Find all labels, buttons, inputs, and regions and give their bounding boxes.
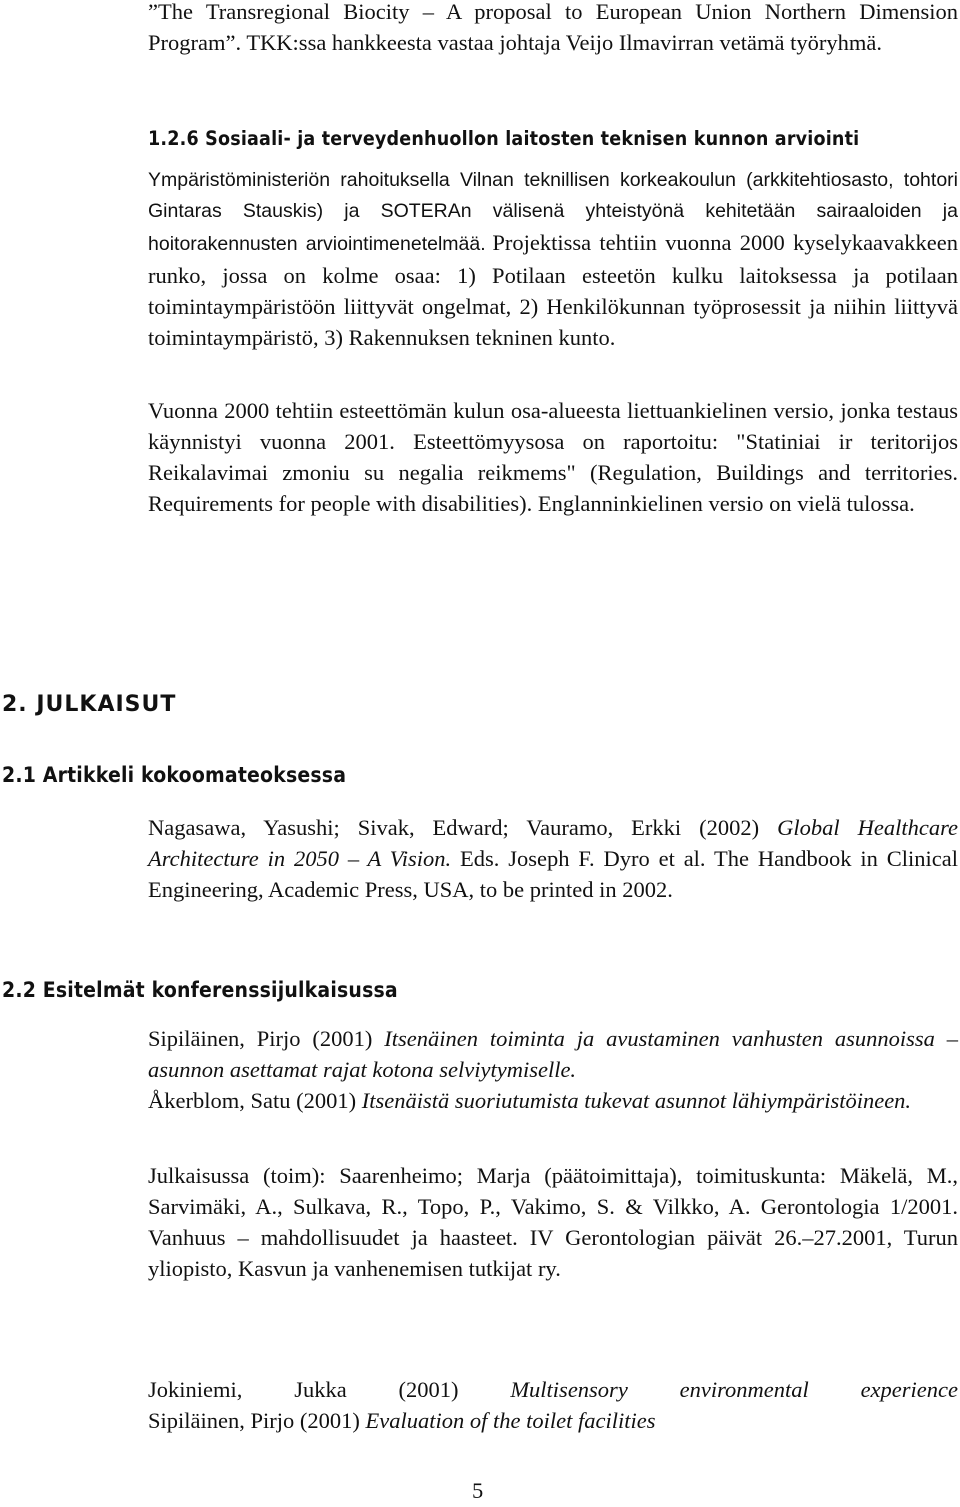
- reference-sipilainen-1-authors: Sipiläinen, Pirjo (2001): [148, 1026, 385, 1051]
- reference-jokiniemi-authors: Jokiniemi, Jukka (2001): [148, 1377, 511, 1402]
- reference-nagasawa-title: Global Healthcare Architecture in 2050 – A Vision.: [148, 815, 958, 871]
- reference-akerblom-title: Itsenäistä suoriutumista tukevat asunnot lähiympäristöineen.: [361, 1088, 912, 1113]
- heading-julkaisut: 2. JULKAISUT: [2, 692, 177, 717]
- reference-sipilainen-1: [148, 1023, 958, 1085]
- heading-2-1: 2.1 Artikkeli kokoomateoksessa: [2, 763, 347, 787]
- reference-sipilainen-2-authors: Sipiläinen, Pirjo (2001): [148, 1408, 366, 1433]
- reference-nagasawa-authors: Nagasawa, Yasushi; Sivak, Edward; Vauramo, Erkki (2002): [148, 815, 778, 840]
- reference-sipilainen-2: [148, 1405, 958, 1436]
- reference-akerblom-authors: Åkerblom, Satu (2001): [148, 1088, 362, 1113]
- intro-paragraph: ”The Transregional Biocity – A proposal to European Union Northern Dimension Program”. TKK:ssa hankkeesta vastaa johtaja Veijo Ilmavirran vetämä työryhmä.: [148, 0, 958, 55]
- reference-sipilainen-2-title: Evaluation of the toilet facilities: [365, 1408, 656, 1433]
- reference-nagasawa: [148, 812, 958, 905]
- reference-nagasawa-source: Eds. Joseph F. Dyro et al. The Handbook in Clinical Engineering, Academic Press, USA, to be printed in 2002.: [148, 846, 958, 902]
- paragraph-lithuanian: Vuonna 2000 tehtiin esteettömän kulun osa-alueesta liettuankielinen versio, jonka testaus käynnistyi vuonna 2001. Esteettömyysosa on raportoitu: "Statiniai ir teritorijos Reikalavimai zmoniu su negalia reikmems" (Regulation, Buildings and territories. Requirements for people with disabilities). Englanninkielinen versio on vielä tulossa.: [148, 398, 958, 516]
- paragraph-soteran: [148, 165, 958, 353]
- reference-sipilainen-1-title: Itsenäinen toiminta ja avustaminen vanhusten asunnoissa – asunnon asettamat rajat kotona selviytymiselle.: [148, 1026, 958, 1082]
- reference-akerblom: [148, 1085, 958, 1116]
- heading-2-2: 2.2 Esitelmät konferenssijulkaisussa: [2, 978, 398, 1002]
- paragraph-soteran-serif: Projektissa tehtiin vuonna 2000 kyselykaavakkeen runko, jossa on kolme osaa: 1) Potilaan esteetön kulku laitoksessa ja potilaan toimintaympäristöön liittyvät ongelmat, 2) Henkilökunnan työprosessit ja niihin liittyvä toimintaympäristö, 3) Rakennuksen tekninen kunto.: [148, 230, 959, 350]
- paragraph-soteran-sans: Ympäristöministeriön rahoituksella Vilnan teknillisen korkeakoulun (arkkitehtiosasto, tohtori Gintaras Stauskis) ja SOTERAn välisenä yhteistyönä kehitetään sairaaloiden ja hoitorakennusten arviointimenetelmää.: [148, 169, 958, 255]
- reference-jokiniemi: [148, 1374, 958, 1405]
- heading-1-2-6: 1.2.6 Sosiaali- ja terveydenhuollon laitosten teknisen kunnon arviointi: [148, 127, 860, 150]
- publication-gerontologia: Julkaisussa (toim): Saarenheimo; Marja (päätoimittaja), toimituskunta: Mäkelä, M., Sarvimäki, A., Sulkava, R., Topo, P., Vakimo, S. & Vilkko, A. Gerontologia 1/2001. Vanhuus – mahdollisuudet ja haasteet. IV Gerontologian päivät 26.–27.2001, Turun yliopisto, Kasvun ja vanhenemisen tutkijat ry.: [148, 1163, 958, 1281]
- page-number: 5: [472, 1478, 484, 1503]
- reference-jokiniemi-title: Multisensory environmental experience: [510, 1377, 958, 1402]
